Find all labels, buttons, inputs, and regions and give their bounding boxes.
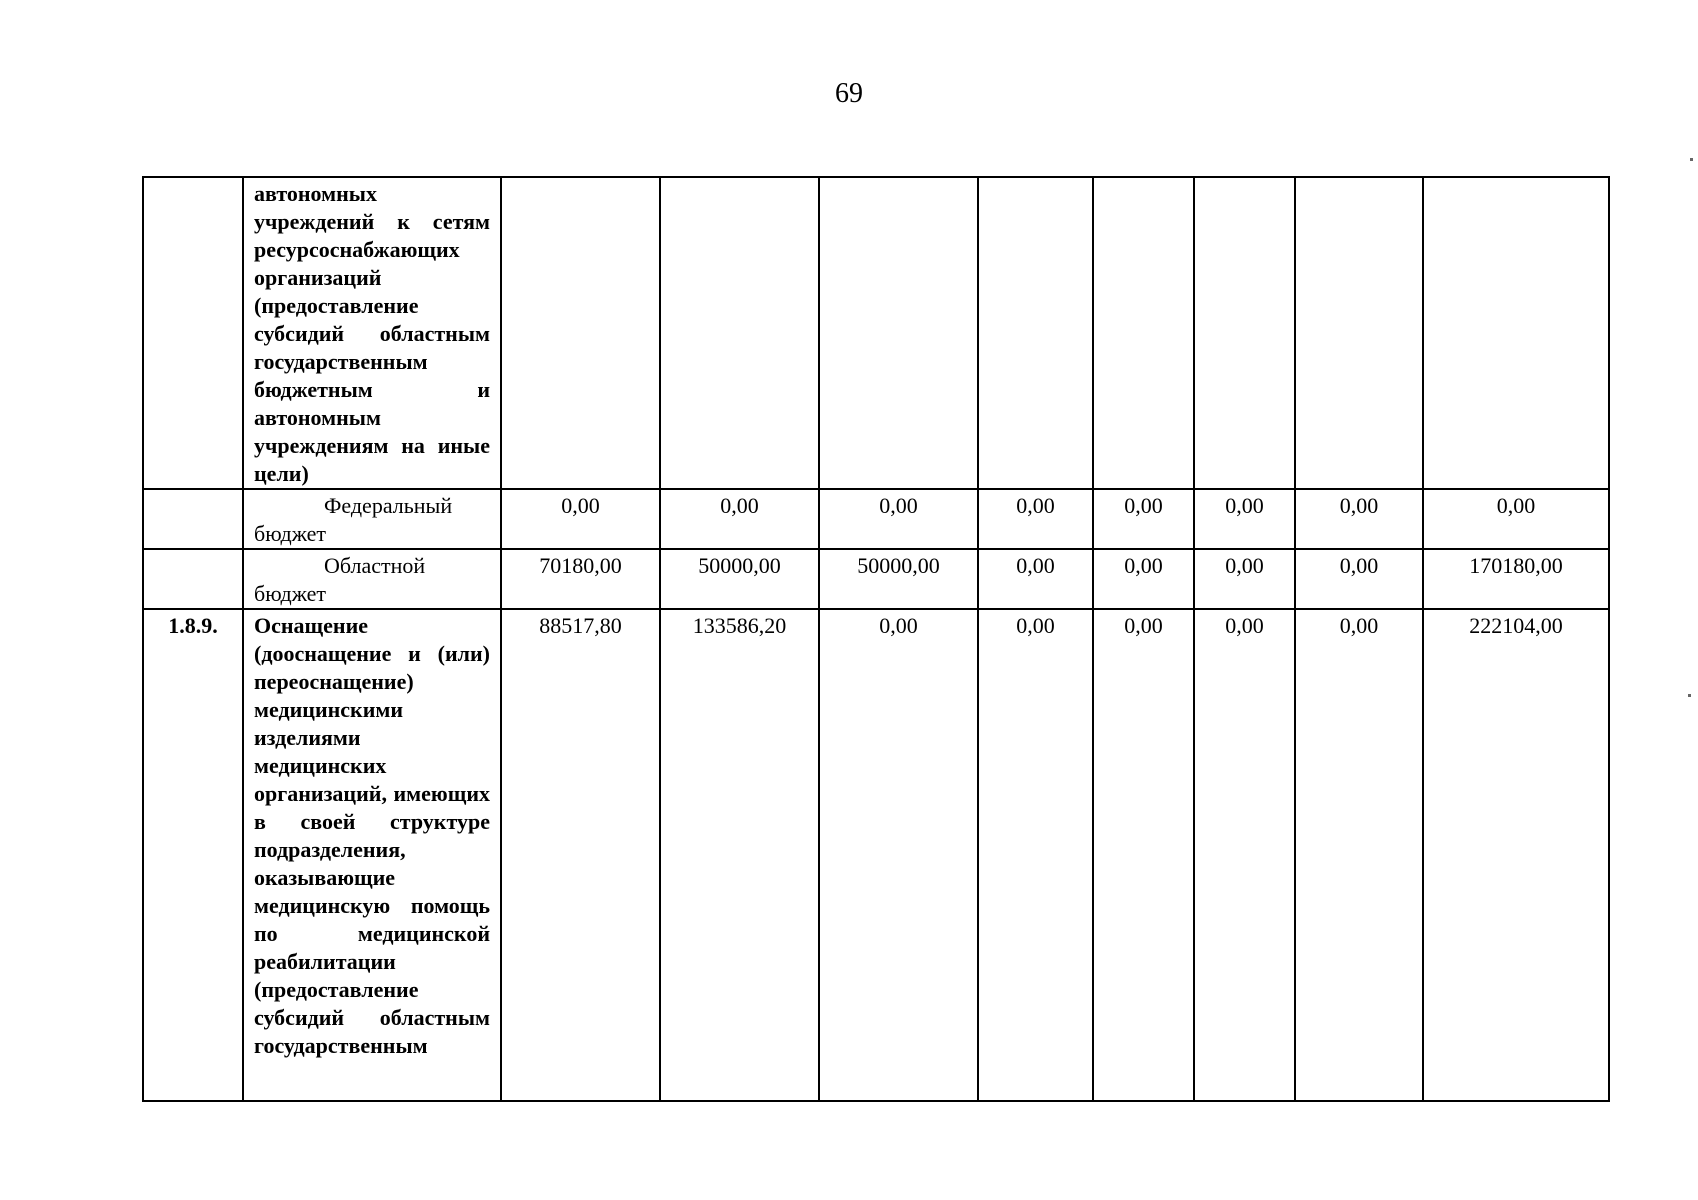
value-cell [660, 177, 819, 489]
total-cell [1423, 177, 1609, 489]
value-cell: 0,00 [1093, 549, 1194, 609]
row-description [243, 489, 501, 549]
scan-speck [1690, 158, 1693, 161]
value-cell: 88517,80 [501, 609, 660, 1101]
value-cell: 0,00 [1194, 489, 1295, 549]
budget-source-label-cont: бюджет [254, 581, 326, 606]
value-cell: 0,00 [1194, 609, 1295, 1101]
value-cell: 0,00 [978, 609, 1093, 1101]
value-cell: 0,00 [1093, 489, 1194, 549]
row-code: 1.8.9. [143, 609, 243, 1101]
row-description: Оснащение (дооснащение и (или) переоснащение) медицинскими изделиями медицинских организаций, имеющих в своей структуре подразделения, оказывающие медицинскую помощь по медицинской реабилитации (предоставление субсидий областным государственным [243, 609, 501, 1101]
value-cell: 70180,00 [501, 549, 660, 609]
row-code [143, 177, 243, 489]
table-row [143, 609, 1609, 1101]
scan-speck [1688, 694, 1691, 697]
row-description [243, 549, 501, 609]
value-cell: 0,00 [1194, 549, 1295, 609]
value-cell [1093, 177, 1194, 489]
value-cell [1295, 177, 1423, 489]
row-code [143, 489, 243, 549]
total-cell: 222104,00 [1423, 609, 1609, 1101]
table-row [143, 177, 1609, 489]
table-row [143, 489, 1609, 549]
budget-table [142, 176, 1610, 1102]
row-code [143, 549, 243, 609]
budget-source-label-cont: бюджет [254, 521, 326, 546]
total-cell: 0,00 [1423, 489, 1609, 549]
value-cell: 0,00 [978, 549, 1093, 609]
value-cell: 50000,00 [819, 549, 978, 609]
value-cell [1194, 177, 1295, 489]
value-cell [501, 177, 660, 489]
value-cell: 0,00 [819, 609, 978, 1101]
value-cell: 133586,20 [660, 609, 819, 1101]
value-cell: 0,00 [1295, 609, 1423, 1101]
page-number: 69 [835, 78, 863, 109]
value-cell: 0,00 [1295, 489, 1423, 549]
value-cell: 0,00 [660, 489, 819, 549]
value-cell: 50000,00 [660, 549, 819, 609]
table-row [143, 549, 1609, 609]
value-cell: 0,00 [819, 489, 978, 549]
budget-source-label: Областной [324, 553, 426, 578]
budget-source-label: Федеральный [324, 493, 453, 518]
row-description: автономных учреждений к сетям ресурсоснабжающих организаций (предоставление субсидий областным государственным бюджетным и автономным учреждениям на иные цели) [243, 177, 501, 489]
total-cell: 170180,00 [1423, 549, 1609, 609]
value-cell: 0,00 [501, 489, 660, 549]
value-cell [819, 177, 978, 489]
value-cell: 0,00 [1093, 609, 1194, 1101]
value-cell: 0,00 [978, 489, 1093, 549]
value-cell: 0,00 [1295, 549, 1423, 609]
value-cell [978, 177, 1093, 489]
